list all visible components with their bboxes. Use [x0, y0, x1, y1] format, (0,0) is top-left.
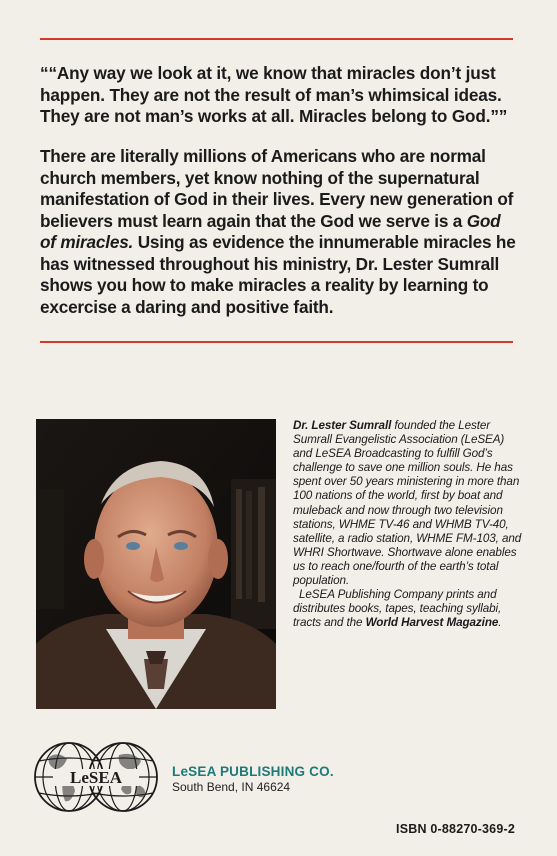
- bio-text-2-end: .: [498, 616, 502, 630]
- bio-paragraph-1: [293, 419, 523, 588]
- bio-text-2: LeSEA Publishing Company prints and distributes books, tapes, teaching syllabi, tracts and the: [293, 588, 502, 630]
- magazine-title: World Harvest Magazine: [365, 616, 499, 630]
- book-description: [40, 146, 520, 318]
- publisher-name: LeSEA PUBLISHING CO.: [172, 764, 334, 779]
- pull-quote: ““Any way we look at it, we know that miracles don’t just happen. They are not the result of man’s whimsical ideas. They are not man’s works at all. Miracles belong to God.””: [40, 63, 508, 126]
- lesea-globe-logo: [33, 735, 159, 820]
- author-name: Dr. Lester Sumrall: [293, 419, 392, 432]
- top-divider: [40, 38, 513, 40]
- author-bio: [293, 419, 523, 630]
- globe-icon: [33, 735, 159, 820]
- middle-divider: [40, 341, 513, 343]
- author-photo: [36, 419, 276, 709]
- description-text-1: There are literally millions of Americans who are normal church members, yet know nothing of the supernatural manifestation of God in their lives. Every new generation of believers must learn again that the God we serve is a: [40, 146, 514, 231]
- bio-text-1: founded the Lester Sumrall Evangelistic Association (LeSEA) and LeSEA Broadcasting to fulfill God’s challenge to save one million souls. He has spent over 50 years ministering in more than 100 nations of the world, first by boat and muleback and now through two television stations, WHME TV-46 and WHMB TV-40, satellite, a radio station, WHME FM-103, and WHRI Shortwave. Shortwave alone enables us to reach one/fourth of the earth’s total population.: [293, 419, 522, 588]
- isbn: ISBN 0-88270-369-2: [396, 822, 515, 836]
- author-portrait-illustration: [36, 419, 276, 709]
- logo-text: LeSEA: [70, 768, 122, 787]
- description-emphasis: God of miracles.: [40, 210, 501, 252]
- bio-paragraph-2: [293, 588, 523, 630]
- description-text-2: Using as evidence the innumerable miracles he has witnessed throughout his ministry, Dr. Lester Sumrall shows you how to make miracles a reality by learning to excercise a daring and positive faith.: [40, 232, 516, 317]
- publisher-address: South Bend, IN 46624: [172, 780, 291, 794]
